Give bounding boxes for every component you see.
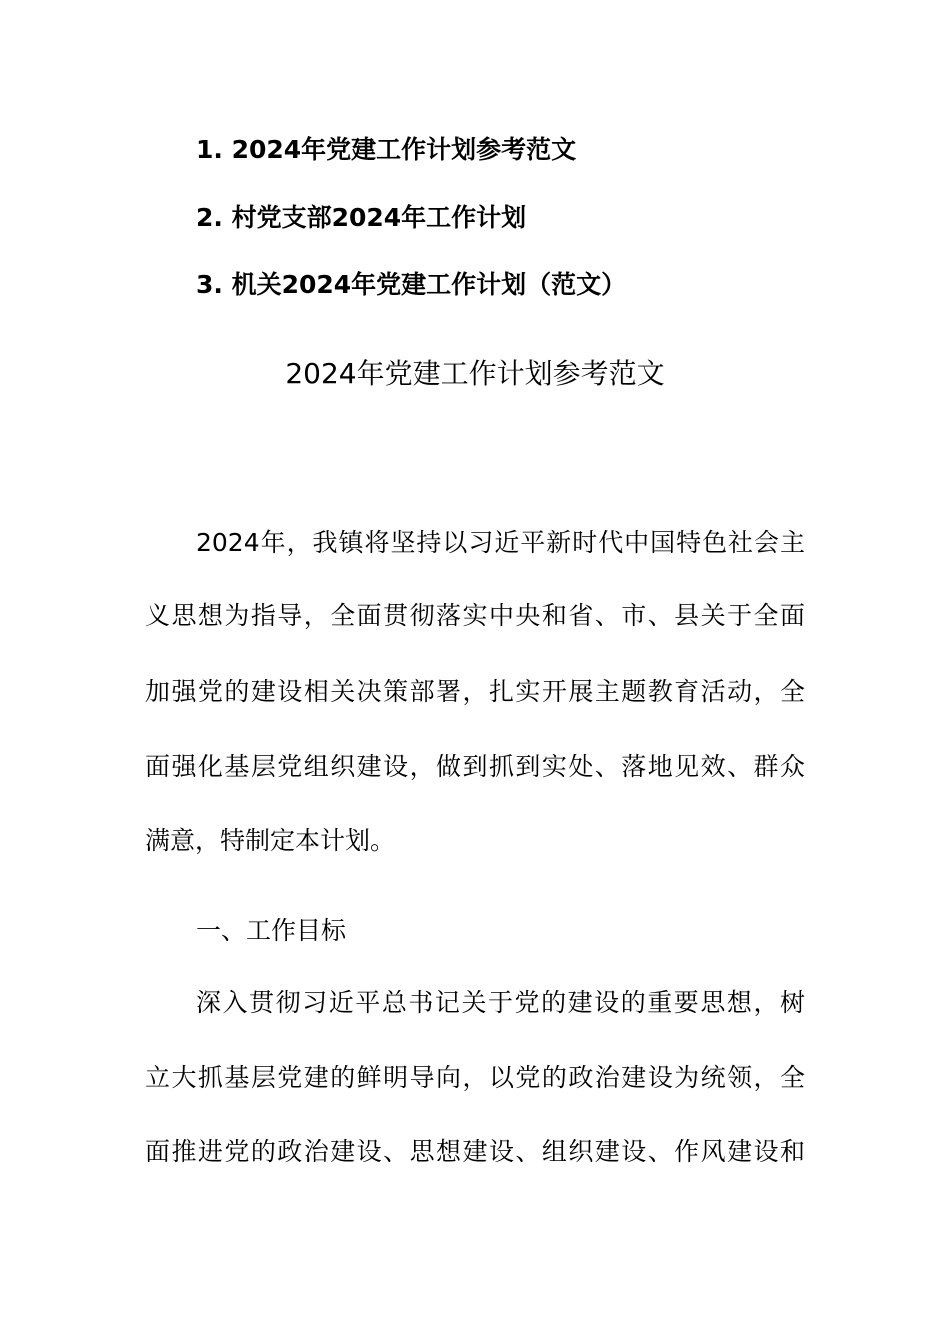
paragraph-line: 2024年，我镇将坚持以习近平新时代中国特色社会主 <box>196 528 805 557</box>
paragraph-line: 满意，特制定本计划。 <box>145 826 396 855</box>
paragraph-line: 面推进党的政治建设、思想建设、组织建设、作风建设和 <box>145 1137 805 1166</box>
section-heading: 一、工作目标 <box>196 916 347 945</box>
paragraph-line: 立大抓基层党建的鲜明导向，以党的政治建设为统领，全 <box>145 1063 805 1092</box>
toc-item-3: 3. 机关2024年党建工作计划（范文） <box>196 270 627 299</box>
paragraph-line: 深入贯彻习近平总书记关于党的建设的重要思想，树 <box>196 988 805 1017</box>
toc-item-1: 1. 2024年党建工作计划参考范文 <box>196 135 577 164</box>
paragraph-line: 义思想为指导，全面贯彻落实中央和省、市、县关于全面 <box>145 601 805 630</box>
paragraph-line: 面强化基层党组织建设，做到抓到实处、落地见效、群众 <box>145 752 805 781</box>
document-title: 2024年党建工作计划参考范文 <box>285 357 665 390</box>
paragraph-line: 加强党的建设相关决策部署，扎实开展主题教育活动，全 <box>145 677 805 706</box>
toc-item-2: 2. 村党支部2024年工作计划 <box>196 203 527 232</box>
